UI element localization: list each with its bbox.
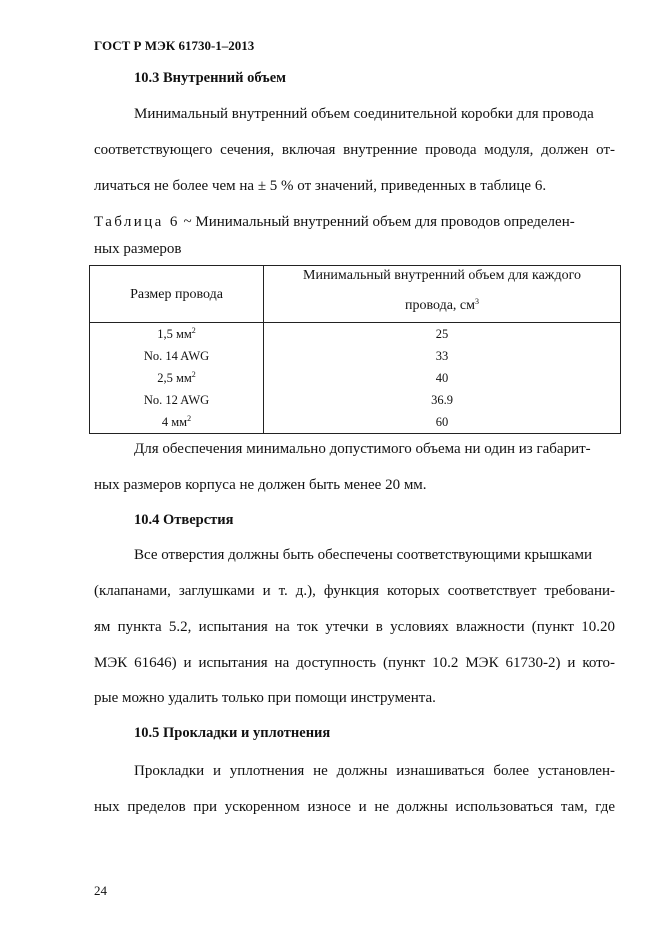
paragraph-line: личаться не более чем на ± 5 % от значений, приведенных в таблице 6. bbox=[94, 178, 547, 194]
cell-volume: 36.9 bbox=[431, 392, 453, 407]
table-caption-text: ~ Минимальный внутренний объем для проводов определен- bbox=[179, 214, 575, 230]
section-heading-10-4: 10.4 Отверстия bbox=[134, 512, 234, 528]
cell-wire-size: No. 12 AWG bbox=[90, 389, 264, 411]
cell-wire-size: No. 14 AWG bbox=[90, 345, 264, 367]
table-caption bbox=[94, 214, 615, 231]
table-row bbox=[90, 323, 621, 346]
paragraph-line: ных размеров корпуса не должен быть менее 20 мм. bbox=[94, 477, 427, 493]
cell-volume: 60 bbox=[435, 414, 449, 429]
section-heading-10-3: 10.3 Внутренний объем bbox=[134, 70, 287, 86]
table-row bbox=[90, 367, 621, 389]
paragraph-line: Минимальный внутренний объем соединительной коробки для провода bbox=[134, 106, 594, 122]
paragraph-line: соответствующего сечения, включая внутренние провода модуля, должен от- bbox=[94, 142, 615, 158]
table-row bbox=[90, 345, 621, 367]
cell-volume: 33 bbox=[435, 348, 449, 363]
paragraph-line: ных пределов при ускоренном износе и не должны использоваться там, где bbox=[94, 799, 615, 815]
column-header-wire-size: Размер провода bbox=[90, 266, 264, 323]
table-caption-line2: ных размеров bbox=[94, 241, 182, 257]
document-header: ГОСТ Р МЭК 61730-1–2013 bbox=[94, 38, 255, 53]
paragraph-line: Все отверстия должны быть обеспечены соответствующими крышками bbox=[134, 547, 593, 563]
cell-wire-size: 1,5 $мм^2$ bbox=[90, 323, 264, 346]
paragraph-line: Для обеспечения минимально допустимого объема ни один из габарит- bbox=[134, 441, 591, 457]
table-caption-label: Таблица 6 bbox=[94, 214, 180, 230]
cell-volume: 40 bbox=[435, 370, 449, 385]
paragraph-line: рые можно удалить только при помощи инструмента. bbox=[94, 690, 436, 706]
cell-wire-size: 4 $мм^2$ bbox=[90, 411, 264, 434]
paragraph-line: МЭК 61646) и испытания на доступность (пункт 10.2 МЭК 61730-2) и кото- bbox=[94, 655, 615, 671]
table-row bbox=[90, 411, 621, 434]
column-header-volume: Минимальный внутренний объем для каждого провода, $см^3$ bbox=[264, 266, 621, 323]
page-number: 24 bbox=[94, 883, 107, 898]
wire-volume-table bbox=[89, 265, 621, 434]
table-row bbox=[90, 389, 621, 411]
paragraph-line: (клапанами, заглушками и т. д.), функция которых соответствует требовани- bbox=[94, 583, 615, 599]
cell-volume: 25 bbox=[435, 326, 449, 341]
section-heading-10-5: 10.5 Прокладки и уплотнения bbox=[134, 725, 331, 741]
paragraph-line: ям пункта 5.2, испытания на ток утечки в условиях влажности (пункт 10.20 bbox=[94, 619, 615, 635]
cell-wire-size: 2,5 $мм^2$ bbox=[90, 367, 264, 389]
table-header-row bbox=[90, 266, 621, 323]
paragraph-line: Прокладки и уплотнения не должны изнашиваться более установлен- bbox=[134, 763, 615, 779]
